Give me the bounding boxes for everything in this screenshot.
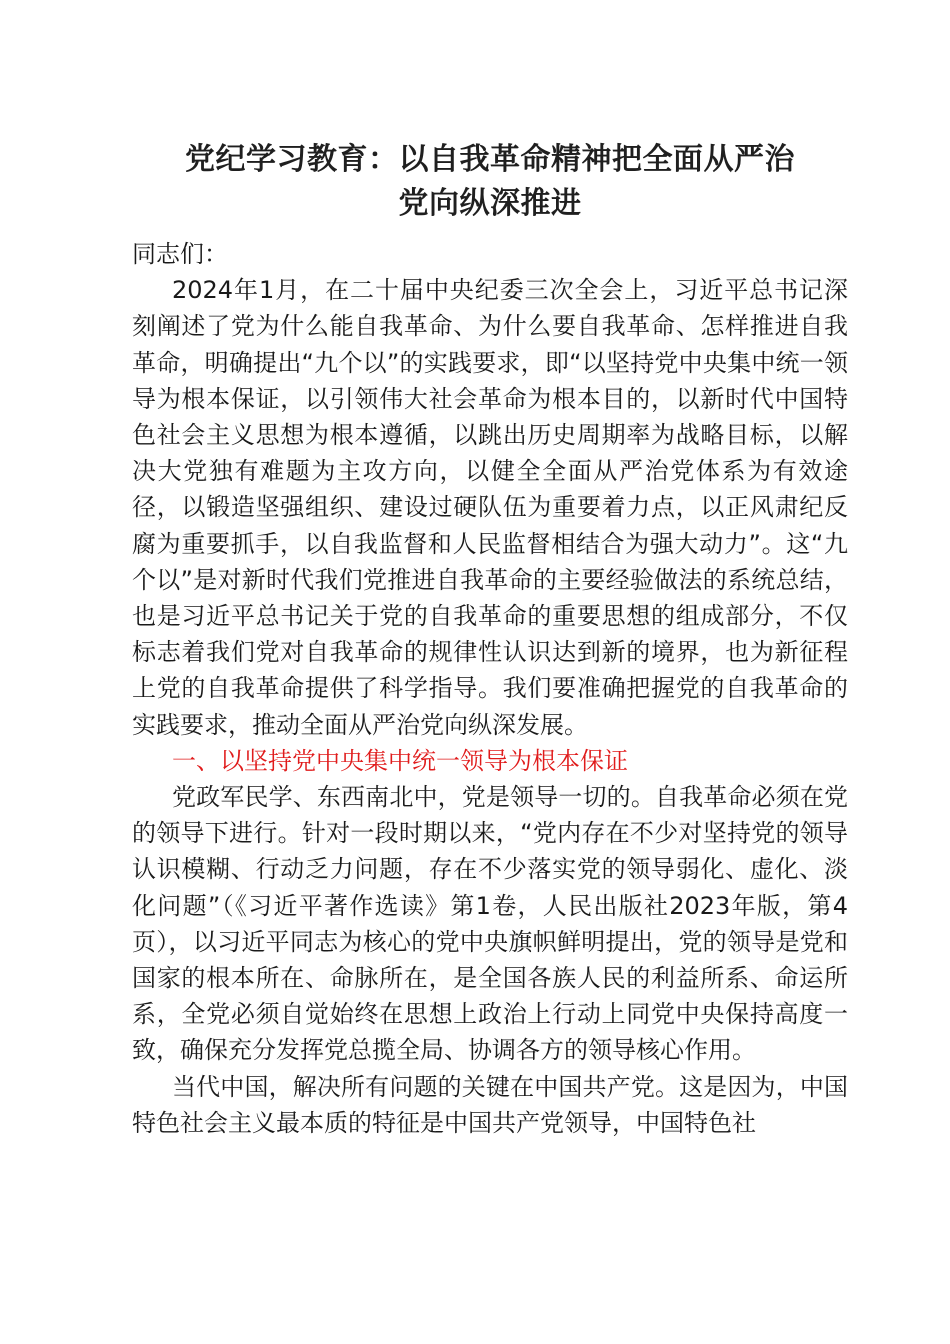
section-1-paragraph-2: 当代中国，解决所有问题的关键在中国共产党。这是因为，中国特色社会主义最本质的特征是中国共产党领导，中国特色社 [132, 1072, 848, 1137]
document-body [132, 236, 848, 1141]
section-heading-1: 一、以坚持党中央集中统一领导为根本保证 [172, 746, 628, 775]
title-line-1: 党纪学习教育：以自我革命精神把全面从严治 [185, 142, 795, 177]
intro-paragraph: 2024年1月，在二十届中央纪委三次全会上，习近平总书记深刻阐述了党为什么能自我革命、为什么要自我革命、怎样推进自我革命，明确提出“九个以”的实践要求，即“以坚持党中央集中统一领导为根本保证，以引领伟大社会革命为根本目的，以新时代中国特色社会主义思想为根本遵循，以跳出历史周期率为战略目标，以解决大党独有难题为主攻方向，以健全全面从严治党体系为有效途径，以锻造坚强组织、建设过硬队伍为重要着力点，以正风肃纪反腐为重要抓手，以自我监督和人民监督相结合为强大动力”。这“九个以”是对新时代我们党推进自我革命的主要经验做法的系统总结，也是习近平总书记关于党的自我革命的重要思想的组成部分，不仅标志着我们党对自我革命的规律性认识达到新的境界，也为新征程上党的自我革命提供了科学指导。我们要准确把握党的自我革命的实践要求，推动全面从严治党向纵深发展。 [132, 276, 848, 739]
section-1-paragraph-1: 党政军民学、东西南北中，党是领导一切的。自我革命必须在党的领导下进行。针对一段时期以来，“党内存在不少对坚持党的领导认识模糊、行动乏力问题，存在不少落实党的领导弱化、虚化、淡化问题”（《习近平著作选读》第1卷，人民出版社2023年版，第4页），以习近平同志为核心的党中央旗帜鲜明提出，党的领导是党和国家的根本所在、命脉所在，是全国各族人民的利益所系、命运所系，全党必须自觉始终在思想上政治上行动上同党中央保持高度一致，确保充分发挥党总揽全局、协调各方的领导核心作用。 [132, 783, 848, 1065]
document-title [132, 138, 848, 226]
title-line-2: 党向纵深推进 [398, 186, 582, 221]
salutation: 同志们： [132, 240, 228, 268]
document-page [132, 138, 848, 1141]
